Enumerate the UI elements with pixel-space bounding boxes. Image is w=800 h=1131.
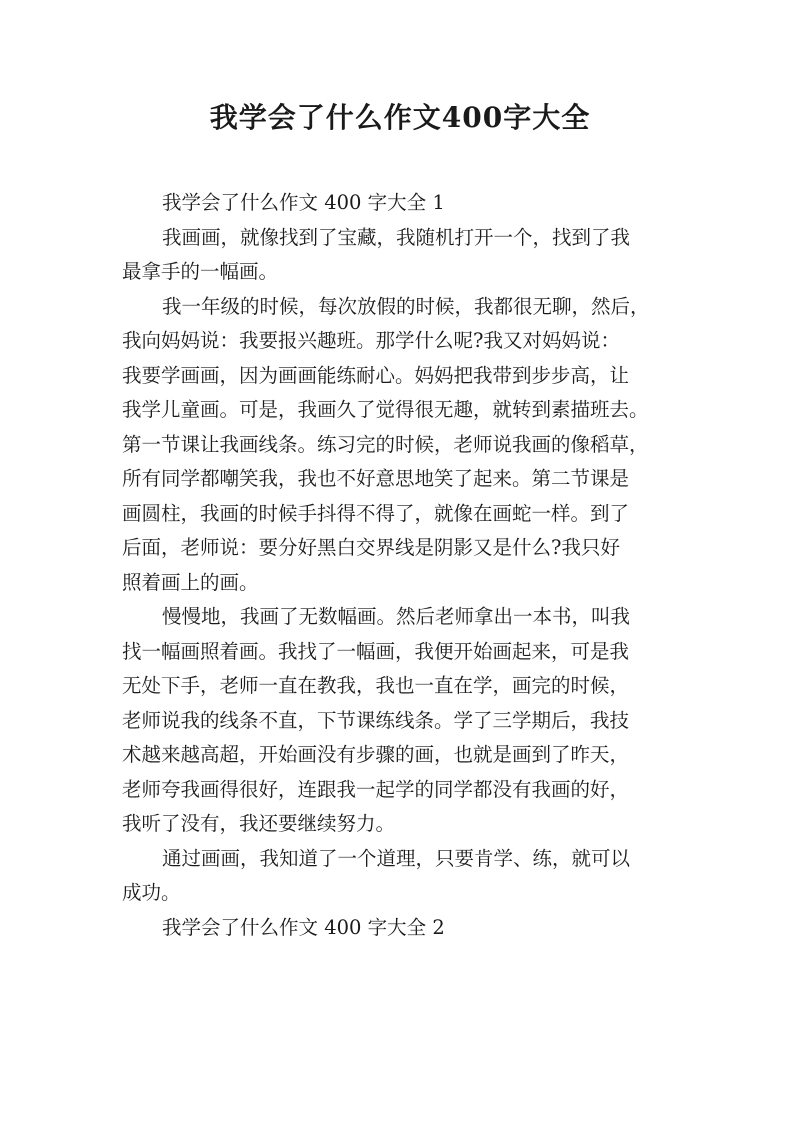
- text-line: 术越来越高超，开始画没有步骤的画，也就是画到了昨天，: [122, 743, 630, 766]
- document-body: [122, 186, 682, 945]
- paragraph: [122, 186, 682, 221]
- paragraph: [122, 290, 682, 601]
- text-line: 我学会了什么作文 400 字大全 1: [162, 191, 445, 214]
- text-line: 我向妈妈说：我要报兴趣班。那学什么呢?我又对妈妈说：: [122, 329, 620, 352]
- text-line: 我学会了什么作文 400 字大全 2: [162, 915, 445, 939]
- text-line: 我一年级的时候，每次放假的时候，我都很无聊，然后，: [162, 294, 650, 318]
- text-line: 通过画画，我知道了一个道理，只要肯学、练，就可以: [162, 846, 631, 870]
- paragraph: [122, 911, 682, 946]
- text-line: 后面，老师说：要分好黑白交界线是阴影又是什么?我只好: [122, 536, 620, 559]
- text-line: 老师说我的线条不直，下节课练线条。学了三学期后，我技: [122, 708, 630, 732]
- text-line: 画圆柱，我画的时候手抖得不得了，就像在画蛇一样。到了: [122, 501, 630, 525]
- text-line: 慢慢地，我画了无数幅画。然后老师拿出一本书，叫我: [162, 605, 631, 628]
- text-line: 照着画上的画。: [122, 570, 259, 594]
- text-line: 最拿手的一幅画。: [122, 260, 279, 283]
- text-line: 老师夸我画得很好，连跟我一起学的同学都没有我画的好，: [122, 777, 630, 801]
- paragraph: [122, 600, 682, 842]
- text-line: 我学儿童画。可是，我画久了觉得很无趣，就转到素描班去。: [122, 398, 649, 421]
- paragraph: [122, 221, 682, 290]
- paragraph: [122, 842, 682, 911]
- text-line: 我画画，就像找到了宝藏，我随机打开一个，找到了我: [162, 225, 631, 249]
- text-line: 无处下手，老师一直在教我，我也一直在学，画完的时候，: [122, 674, 630, 697]
- text-line: 第一节课让我画线条。练习完的时候，老师说我画的像稻草，: [122, 432, 649, 456]
- text-line: 我听了没有，我还要继续努力。: [122, 812, 396, 835]
- text-line: 找一幅画照着画。我找了一幅画，我便开始画起来，可是我: [122, 639, 630, 663]
- text-line: 所有同学都嘲笑我，我也不好意思地笑了起来。第二节课是: [122, 467, 630, 490]
- text-line: 成功。: [122, 881, 181, 904]
- text-line: 我要学画画，因为画画能练耐心。妈妈把我带到步步高，让: [122, 363, 630, 387]
- document-title: 我学会了什么作文400字大全: [209, 101, 591, 134]
